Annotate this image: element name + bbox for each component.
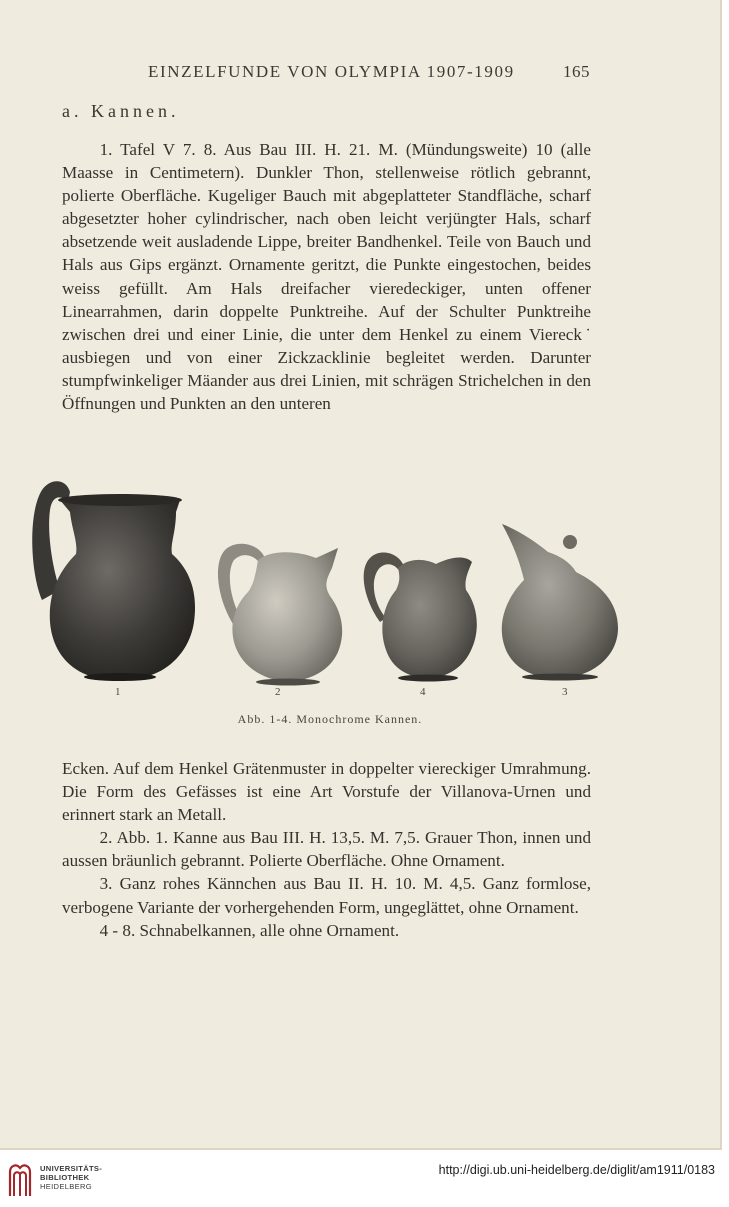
figure-number-3: 3	[562, 686, 568, 698]
footer-bar	[0, 1152, 729, 1207]
figure-caption: Abb. 1-4. Monochrome Kannen.	[237, 712, 423, 726]
paragraph-item-3: 3. Ganz rohes Kännchen aus Bau II. H. 10. M. 4,5. Ganz formlose, verbogene Variante der vorhergehenden Form, ungeglättet, ohne Ornament.	[62, 874, 591, 917]
source-url-link[interactable]: http://digi.ub.uni-heidelberg.de/diglit/am1911/0183	[438, 1163, 715, 1177]
library-name	[40, 1164, 102, 1191]
library-name-line-1: UNIVERSITÄTS-	[40, 1164, 103, 1173]
figure-number-1: 1	[115, 686, 121, 698]
paragraph-item-2: 2. Abb. 1. Kanne aus Bau III. H. 13,5. M. 7,5. Grauer Thon, innen und aussen bräunlich gebrannt. Polierte Oberfläche. Ohne Ornament.	[62, 828, 591, 871]
paragraph-item-4-8: 4 - 8. Schnabelkannen, alle ohne Ornament.	[99, 920, 400, 940]
text-block-bottom	[62, 757, 591, 942]
jug-1-illustration	[32, 481, 195, 681]
section-heading: a. Kannen.	[62, 101, 180, 121]
jug-2-illustration	[218, 544, 342, 686]
figure-number-4: 4	[420, 686, 426, 698]
paragraph-continuation: Ecken. Auf dem Henkel Grätenmuster in doppelter viereckiger Umrahmung. Die Form des Gefässes ist eine Art Vorstufe der Villanova-Urnen und erinnert stark an Metall.	[62, 759, 591, 825]
figure-jugs	[20, 472, 640, 742]
running-head	[58, 62, 590, 90]
library-name-line-2: BIBLIOTHEK	[40, 1173, 90, 1182]
jugs-illustration	[20, 472, 640, 707]
library-name-line-3: HEIDELBERG	[40, 1182, 92, 1191]
page-number: 165	[563, 62, 590, 81]
jug-4-illustration	[364, 552, 477, 681]
running-title: EINZELFUNDE VON OLYMPIA 1907-1909	[148, 62, 515, 81]
jug-3-illustration	[502, 524, 618, 681]
paragraph-item-1: 1. Tafel V 7. 8. Aus Bau III. H. 21. M. (Mündungsweite) 10 (alle Maasse in Centimetern). Dunkler Thon, stellenweise rötlich gebrannt, polierte Oberfläche. Kugeliger Bauch mit abgeplatteter Standfläche, scharf abgesetzter hoher cylindrischer, nach oben leicht verjüngter Hals, scharf absetzende weit ausladende Lippe, breiter Bandhenkel. Teile von Bauch und Hals aus Gips ergänzt. Ornamente geritzt, die Punkte eingestochen, beides weiss gefüllt. Am Hals dreifacher vieredeckiger, unten offener Linearrahmen, darin doppelte Punktreihe. Auf der Schulter Punktreihe zwischen drei und einer Linie, die unter dem Henkel zu einem Viereck˙ ausbiegen und von einer Zickzacklinie begleitet werden. Darunter stumpfwinkeliger Mäander aus drei Linien, mit schrägen Strichelchen in den Öffnungen und Punkten an den unteren	[62, 140, 591, 414]
library-logo-icon	[8, 1162, 32, 1198]
text-block-top	[62, 138, 591, 415]
figure-number-2: 2	[275, 686, 281, 698]
